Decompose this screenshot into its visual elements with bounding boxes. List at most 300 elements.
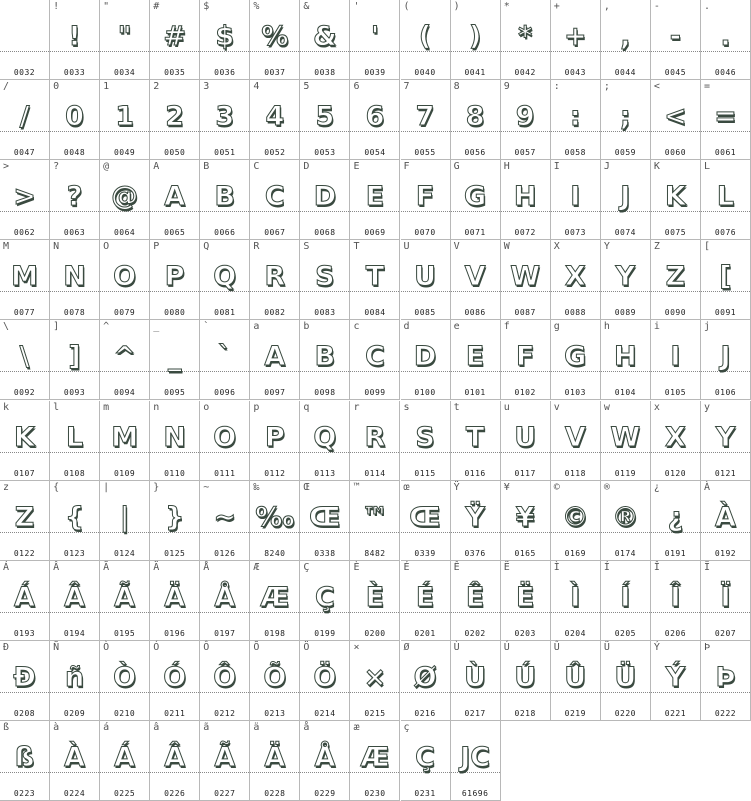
glyph-sample: Œ bbox=[309, 501, 341, 533]
glyph-sample: S bbox=[415, 421, 435, 453]
glyph-label: ? bbox=[53, 161, 60, 173]
glyph-cell bbox=[250, 80, 300, 160]
glyph-code: 0103 bbox=[564, 388, 586, 398]
glyph-sample: Z bbox=[14, 501, 35, 533]
glyph-cell bbox=[0, 721, 50, 801]
glyph-label: _ bbox=[153, 321, 160, 333]
glyph-sample: À bbox=[715, 501, 736, 533]
glyph-code: 0047 bbox=[13, 148, 36, 158]
glyph-sample: O bbox=[213, 421, 237, 453]
glyph-code: 0108 bbox=[63, 468, 86, 478]
glyph-label: L bbox=[703, 161, 710, 173]
glyph-sample: ™ bbox=[361, 501, 389, 533]
glyph-label: Æ bbox=[253, 561, 260, 573]
glyph-label: [ bbox=[703, 241, 710, 253]
glyph-label: x bbox=[653, 401, 660, 413]
glyph-cell bbox=[601, 401, 651, 481]
glyph-label: U bbox=[403, 241, 410, 253]
glyph-sample: ñ bbox=[64, 661, 85, 693]
glyph-label: T bbox=[353, 241, 360, 253]
glyph-sample: Â bbox=[64, 581, 86, 613]
glyph-cell bbox=[100, 561, 150, 641]
glyph-sample: Y bbox=[715, 421, 736, 453]
glyph-label: ç bbox=[403, 721, 410, 733]
glyph-code: 0034 bbox=[113, 68, 136, 77]
glyph-cell bbox=[551, 561, 601, 641]
glyph-sample: _ bbox=[167, 341, 182, 373]
glyph-cell bbox=[551, 320, 601, 400]
glyph-label: X bbox=[553, 241, 560, 253]
glyph-label: ) bbox=[453, 1, 460, 12]
glyph-sample: I bbox=[670, 341, 681, 373]
glyph-cell bbox=[401, 240, 451, 320]
glyph-label: z bbox=[3, 481, 10, 493]
glyph-cell bbox=[250, 481, 300, 561]
glyph-cell bbox=[451, 641, 501, 721]
glyph-cell bbox=[200, 481, 250, 561]
glyph-cell bbox=[50, 721, 100, 801]
glyph-code: 0087 bbox=[514, 308, 536, 318]
glyph-cell bbox=[0, 561, 50, 641]
glyph-cell bbox=[601, 0, 651, 80]
glyph-sample: 7 bbox=[415, 101, 435, 133]
glyph-label: ( bbox=[403, 1, 410, 12]
glyph-cell bbox=[501, 320, 551, 400]
glyph-cell bbox=[250, 0, 300, 80]
glyph-cell bbox=[350, 401, 400, 481]
glyph-cell bbox=[701, 320, 751, 400]
glyph-cell bbox=[451, 160, 501, 240]
glyph-sample: J bbox=[720, 341, 731, 373]
glyph-cell bbox=[350, 320, 400, 400]
glyph-cell bbox=[501, 481, 551, 561]
glyph-code: 0032 bbox=[13, 68, 36, 77]
glyph-code: 0037 bbox=[264, 68, 286, 77]
glyph-code: 0044 bbox=[614, 68, 636, 77]
glyph-code: 61696 bbox=[461, 788, 489, 798]
glyph-cell bbox=[250, 401, 300, 481]
glyph-sample: K bbox=[664, 181, 686, 213]
glyph-code: 8482 bbox=[364, 548, 386, 558]
glyph-label: - bbox=[653, 1, 660, 12]
glyph-label: È bbox=[353, 561, 360, 573]
glyph-label: ' bbox=[353, 1, 360, 12]
glyph-sample: Ì bbox=[570, 581, 581, 613]
glyph-label: Ã bbox=[103, 561, 110, 573]
glyph-cell bbox=[100, 401, 150, 481]
glyph-code: 0109 bbox=[113, 468, 136, 478]
glyph-sample: 8 bbox=[465, 101, 485, 133]
glyph-cell bbox=[551, 641, 601, 721]
glyph-cell bbox=[350, 0, 400, 80]
glyph-cell bbox=[300, 320, 350, 400]
glyph-sample: Ö bbox=[313, 661, 337, 693]
glyph-cell bbox=[200, 561, 250, 641]
glyph-cell bbox=[601, 80, 651, 160]
glyph-cell bbox=[601, 240, 651, 320]
glyph-label: / bbox=[3, 81, 10, 93]
glyph-sample: F bbox=[515, 341, 535, 373]
glyph-cell bbox=[350, 240, 400, 320]
glyph-label: ® bbox=[603, 481, 610, 493]
glyph-cell bbox=[50, 401, 100, 481]
glyph-code: 0058 bbox=[564, 148, 586, 158]
glyph-cell bbox=[0, 481, 50, 561]
glyph-cell bbox=[250, 320, 300, 400]
glyph-label: 9 bbox=[503, 81, 510, 93]
glyph-cell bbox=[200, 0, 250, 80]
glyph-code: 0218 bbox=[514, 708, 536, 718]
glyph-code: 0038 bbox=[314, 68, 336, 77]
glyph-label: Ý bbox=[653, 641, 660, 653]
glyph-label: à bbox=[53, 721, 60, 733]
glyph-label: Ö bbox=[303, 641, 310, 653]
glyph-label: Î bbox=[653, 561, 660, 573]
glyph-code: 0082 bbox=[264, 308, 286, 318]
glyph-cell bbox=[50, 561, 100, 641]
glyph-label: \ bbox=[3, 321, 10, 333]
glyph-sample: 5 bbox=[315, 101, 335, 133]
glyph-sample: Ï bbox=[720, 581, 731, 613]
glyph-label: Ï bbox=[703, 561, 710, 573]
glyph-code: 0091 bbox=[714, 308, 737, 318]
glyph-label: Ô bbox=[203, 641, 210, 653]
glyph-code: 0052 bbox=[264, 148, 286, 158]
glyph-label: Þ bbox=[703, 641, 710, 653]
glyph-sample: ! bbox=[68, 21, 81, 52]
glyph-sample: " bbox=[117, 21, 132, 52]
glyph-sample: ; bbox=[619, 101, 631, 133]
glyph-sample: X bbox=[564, 261, 586, 293]
glyph-cell bbox=[150, 240, 200, 320]
glyph-label: h bbox=[603, 321, 610, 333]
glyph-cell bbox=[50, 160, 100, 240]
glyph-cell bbox=[451, 721, 501, 801]
glyph-label: 8 bbox=[453, 81, 460, 93]
glyph-code: 0064 bbox=[113, 228, 136, 238]
glyph-cell bbox=[100, 641, 150, 721]
glyph-code: 0230 bbox=[364, 788, 386, 798]
glyph-label: Ç bbox=[303, 561, 310, 573]
glyph-code: 0092 bbox=[13, 388, 36, 398]
glyph-label: V bbox=[453, 241, 460, 253]
glyph-cell bbox=[50, 0, 100, 80]
glyph-code: 0073 bbox=[564, 228, 586, 238]
glyph-sample: / bbox=[19, 101, 30, 133]
glyph-label: 1 bbox=[103, 81, 110, 93]
glyph-cell bbox=[401, 641, 451, 721]
glyph-cell bbox=[200, 401, 250, 481]
glyph-cell bbox=[250, 240, 300, 320]
glyph-cell bbox=[601, 481, 651, 561]
glyph-cell bbox=[701, 561, 751, 641]
glyph-code: 0222 bbox=[714, 708, 737, 718]
glyph-label: ‰ bbox=[253, 481, 260, 493]
glyph-cell bbox=[200, 721, 250, 801]
glyph-sample: 9 bbox=[515, 101, 535, 133]
glyph-code: 0093 bbox=[63, 388, 86, 398]
glyph-sample: Y bbox=[615, 261, 636, 293]
glyph-cell bbox=[100, 80, 150, 160]
glyph-label: Í bbox=[603, 561, 610, 573]
glyph-label: W bbox=[503, 241, 510, 253]
glyph-cell bbox=[250, 721, 300, 801]
glyph-cell bbox=[350, 561, 400, 641]
glyph-sample: # bbox=[163, 21, 187, 52]
glyph-cell bbox=[551, 80, 601, 160]
glyph-code: 0174 bbox=[614, 548, 636, 558]
glyph-sample: : bbox=[569, 101, 581, 133]
glyph-cell bbox=[601, 561, 651, 641]
glyph-sample: H bbox=[614, 341, 637, 373]
glyph-cell bbox=[0, 401, 50, 481]
glyph-label: : bbox=[553, 81, 560, 93]
glyph-sample: ® bbox=[611, 501, 639, 533]
glyph-label: ß bbox=[3, 721, 10, 733]
glyph-cell bbox=[701, 80, 751, 160]
glyph-label: A bbox=[153, 161, 160, 173]
glyph-label: p bbox=[253, 401, 260, 413]
glyph-sample: Ê bbox=[465, 581, 485, 613]
glyph-sample: C bbox=[365, 341, 385, 373]
glyph-code: 0203 bbox=[514, 628, 536, 638]
glyph-code: 0043 bbox=[564, 68, 586, 77]
glyph-code: 0195 bbox=[113, 628, 136, 638]
glyph-sample: N bbox=[63, 261, 86, 293]
glyph-sample: ~ bbox=[213, 501, 237, 533]
glyph-code: 0201 bbox=[414, 628, 436, 638]
glyph-code: 0060 bbox=[664, 148, 687, 158]
glyph-cell bbox=[451, 240, 501, 320]
glyph-label: Å bbox=[203, 561, 210, 573]
glyph-sample: R bbox=[364, 421, 386, 453]
glyph-code: 0208 bbox=[13, 708, 36, 718]
glyph-code: 0048 bbox=[63, 148, 86, 158]
glyph-cell bbox=[451, 561, 501, 641]
glyph-sample: A bbox=[164, 181, 186, 213]
glyph-cell bbox=[401, 320, 451, 400]
glyph-code: 0225 bbox=[113, 788, 136, 798]
glyph-code: 0221 bbox=[664, 708, 687, 718]
glyph-cell bbox=[451, 481, 501, 561]
glyph-code: 0057 bbox=[514, 148, 536, 158]
glyph-cell bbox=[601, 160, 651, 240]
glyph-code: 0339 bbox=[414, 548, 436, 558]
glyph-sample: X bbox=[664, 421, 686, 453]
glyph-code: 0114 bbox=[364, 468, 386, 478]
glyph-code: 0099 bbox=[364, 388, 386, 398]
glyph-code: 0035 bbox=[164, 68, 186, 77]
glyph-label: ] bbox=[53, 321, 60, 333]
glyph-sample: P bbox=[164, 261, 185, 293]
glyph-label: ™ bbox=[353, 481, 360, 493]
glyph-cell bbox=[651, 240, 701, 320]
glyph-cell bbox=[651, 401, 701, 481]
glyph-code: 0122 bbox=[13, 548, 36, 558]
glyph-code: 0094 bbox=[113, 388, 136, 398]
glyph-code: 0198 bbox=[264, 628, 286, 638]
glyph-code: 0210 bbox=[113, 708, 136, 718]
glyph-cell bbox=[651, 160, 701, 240]
glyph-label: N bbox=[53, 241, 60, 253]
glyph-cell bbox=[300, 721, 350, 801]
glyph-label: æ bbox=[353, 721, 360, 733]
glyph-cell bbox=[250, 641, 300, 721]
glyph-code: 0066 bbox=[214, 228, 236, 238]
glyph-label: Â bbox=[53, 561, 60, 573]
glyph-cell bbox=[100, 240, 150, 320]
glyph-code: 0102 bbox=[514, 388, 536, 398]
glyph-code: 0065 bbox=[164, 228, 186, 238]
glyph-code: 0106 bbox=[714, 388, 737, 398]
glyph-code: 0068 bbox=[314, 228, 336, 238]
glyph-sample: V bbox=[464, 261, 486, 293]
glyph-sample: Í bbox=[620, 581, 631, 613]
glyph-label: 4 bbox=[253, 81, 260, 93]
glyph-code: 0338 bbox=[314, 548, 336, 558]
glyph-sample: H bbox=[513, 181, 537, 213]
glyph-label: ` bbox=[203, 321, 210, 333]
glyph-sample: Ë bbox=[515, 581, 535, 613]
glyph-label: } bbox=[153, 481, 160, 493]
glyph-label: ¿ bbox=[653, 481, 660, 493]
glyph-code: 0117 bbox=[514, 468, 536, 478]
glyph-sample: < bbox=[664, 101, 687, 133]
glyph-code: 0085 bbox=[414, 308, 436, 318]
glyph-sample: D bbox=[413, 341, 437, 373]
glyph-sample: V bbox=[564, 421, 586, 453]
glyph-sample: Ä bbox=[164, 581, 186, 613]
glyph-cell bbox=[0, 641, 50, 721]
glyph-code: 0067 bbox=[264, 228, 286, 238]
glyph-sample: { bbox=[64, 501, 85, 533]
glyph-code: 0077 bbox=[13, 308, 36, 318]
glyph-cell bbox=[350, 721, 400, 801]
glyph-cell bbox=[0, 0, 50, 80]
glyph-label: ^ bbox=[103, 321, 110, 333]
glyph-code: 0376 bbox=[464, 548, 486, 558]
glyph-sample: J bbox=[620, 181, 631, 213]
glyph-code: 0112 bbox=[264, 468, 286, 478]
glyph-label: < bbox=[653, 81, 660, 93]
glyph-cell bbox=[701, 641, 751, 721]
glyph-sample: B bbox=[314, 341, 336, 373]
glyph-cell bbox=[300, 561, 350, 641]
glyph-code: 0200 bbox=[364, 628, 386, 638]
glyph-sample: Å bbox=[314, 741, 336, 773]
glyph-label: Z bbox=[653, 241, 660, 253]
glyph-sample: ß bbox=[14, 741, 35, 773]
glyph-code: 0119 bbox=[614, 468, 636, 478]
glyph-code: 0096 bbox=[214, 388, 236, 398]
glyph-label: â bbox=[153, 721, 160, 733]
glyph-label: Ð bbox=[3, 641, 10, 653]
glyph-code: 0223 bbox=[13, 788, 36, 798]
glyph-label: y bbox=[703, 401, 710, 413]
glyph-sample: D bbox=[313, 181, 337, 213]
glyph-label: b bbox=[303, 321, 310, 333]
glyph-sample: B bbox=[214, 181, 236, 213]
glyph-cell bbox=[250, 561, 300, 641]
glyph-cell bbox=[701, 240, 751, 320]
glyph-cell bbox=[651, 320, 701, 400]
glyph-sample: E bbox=[465, 341, 485, 373]
glyph-sample: Ó bbox=[163, 661, 187, 693]
glyph-cell bbox=[401, 0, 451, 80]
glyph-code: 0107 bbox=[13, 468, 36, 478]
glyph-cell bbox=[551, 240, 601, 320]
glyph-code: 0063 bbox=[63, 228, 86, 238]
glyph-label: 0 bbox=[53, 81, 60, 93]
glyph-code: 0220 bbox=[614, 708, 636, 718]
glyph-sample: P bbox=[264, 421, 285, 453]
glyph-sample: T bbox=[465, 421, 485, 453]
glyph-code: 0105 bbox=[664, 388, 687, 398]
glyph-cell bbox=[150, 481, 200, 561]
glyph-label: d bbox=[403, 321, 410, 333]
glyph-code: 0061 bbox=[714, 148, 737, 158]
glyph-sample: Ù bbox=[464, 661, 487, 693]
glyph-code: 0216 bbox=[414, 708, 436, 718]
glyph-code: 0054 bbox=[364, 148, 386, 158]
glyph-sample: \ bbox=[19, 341, 30, 373]
glyph-sample: Û bbox=[564, 661, 587, 693]
glyph-cell bbox=[401, 721, 451, 801]
glyph-label: Q bbox=[203, 241, 210, 253]
glyph-code: 0104 bbox=[614, 388, 636, 398]
glyph-code: 0194 bbox=[63, 628, 86, 638]
glyph-sample: Z bbox=[665, 261, 686, 293]
glyph-label: Ó bbox=[153, 641, 160, 653]
glyph-cell bbox=[551, 401, 601, 481]
glyph-sample: R bbox=[264, 261, 286, 293]
glyph-code: 0169 bbox=[564, 548, 586, 558]
glyph-label: Y bbox=[603, 241, 610, 253]
glyph-sample: Â bbox=[164, 741, 186, 773]
glyph-sample: M bbox=[111, 421, 139, 453]
glyph-cell bbox=[350, 481, 400, 561]
glyph-label: i bbox=[653, 321, 660, 333]
glyph-sample: ¥ bbox=[515, 501, 535, 533]
glyph-code: 0083 bbox=[314, 308, 336, 318]
glyph-label: { bbox=[53, 481, 60, 493]
glyph-code: 0097 bbox=[264, 388, 286, 398]
glyph-sample: É bbox=[415, 581, 435, 613]
glyph-sample: Ø bbox=[413, 661, 437, 693]
glyph-code: 0089 bbox=[614, 308, 636, 318]
glyph-cell bbox=[0, 160, 50, 240]
glyph-label: g bbox=[553, 321, 560, 333]
glyph-sample: . bbox=[720, 21, 731, 52]
glyph-sample: ' bbox=[370, 21, 380, 52]
glyph-code: 0040 bbox=[414, 68, 436, 77]
glyph-label: Á bbox=[3, 561, 10, 573]
glyph-label: Ú bbox=[503, 641, 510, 653]
glyph-sample: ( bbox=[418, 21, 432, 52]
glyph-code: 0205 bbox=[614, 628, 636, 638]
glyph-code: 0074 bbox=[614, 228, 636, 238]
glyph-label: t bbox=[453, 401, 460, 413]
glyph-code: 0207 bbox=[714, 628, 737, 638]
glyph-sample: Á bbox=[114, 741, 136, 773]
glyph-cell bbox=[50, 80, 100, 160]
glyph-code: 0209 bbox=[63, 708, 86, 718]
glyph-label: | bbox=[103, 481, 110, 493]
glyph-label: q bbox=[303, 401, 310, 413]
glyph-code: 0204 bbox=[564, 628, 586, 638]
glyph-sample: Ã bbox=[114, 581, 136, 613]
glyph-code: 0041 bbox=[464, 68, 486, 77]
